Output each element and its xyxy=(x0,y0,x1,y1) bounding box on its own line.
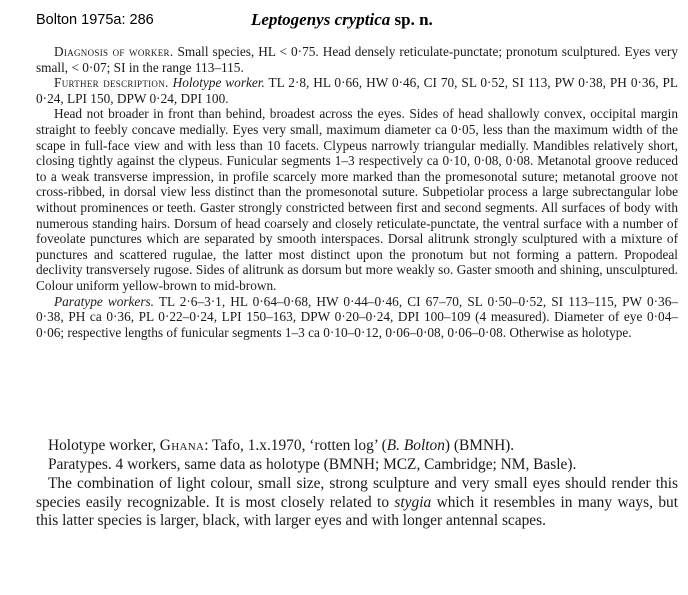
diagnosis-heading: Diagnosis of worker. xyxy=(54,44,174,59)
holotype-label: Holotype worker. xyxy=(172,75,265,91)
holotype-locality: : Tafo, 1.x.1970, ‘rotten log’ ( xyxy=(204,437,387,454)
holotype-depository: ) (BMNH). xyxy=(444,437,515,454)
remarks-text-2: which it resembles in many ways, but this latter species is larger, black, with larger eyes and with longer antennal scapes. xyxy=(36,493,678,529)
header xyxy=(36,10,676,36)
holotype-measurements: TL 2·8, HL 0·66, HW 0·46, CI 70, SL 0·52, SI 113, PW 0·38, PH 0·36, PL 0·24, LPI 150, DPW 0·24, DPI 100. xyxy=(36,75,678,106)
related-species: stygia xyxy=(394,493,432,511)
remarks-text-1: The combination of light colour, small size, strong sculpture and very small eyes should render this species easily recognizable. It is most closely related to xyxy=(36,475,678,511)
description-section xyxy=(36,44,678,340)
paratype-label: Paratype workers. xyxy=(54,293,155,309)
paratype-workers-paragraph xyxy=(36,294,678,341)
morphology-paragraph: Head not broader in front than behind, broadest across the eyes. Sides of head shallowly convex, occipital margin straight to feebly concave medially. Eyes very small, maximum diameter ca 0·05, less than the maximum width of the scape in full-face view and with less than 10 facets. Clypeus narrowly triangular medially. Mandibles relatively short, closing tightly against the clypeus. Funicular segments 1–3 respectively ca 0·10, 0·08, 0·08. Metanotal groove reduced to a weak transverse impression, in profile scarcely more marked than the promesonotal suture; metanotal groove not cross-ribbed, in dorsal view less distinct than the promesonotal suture. Subpetiolar process a large subrectangular lobe without prominences or teeth. Gaster strongly constricted between first and second segments. All surfaces of body with numerous standing hairs. Dorsum of head coarsely and closely reticulate-punctate, the ventral surface with a number of foveolate punctures which are separated by smooth interspaces. Dorsal alitrunk strongly sculptured with a mixture of punctures and scattered rugulae, the latter most distinct upon the pronotum but not forming a pattern. Propodeal declivity transversely rugose. Sides of alitrunk as dorsum but more weakly so. Gaster smooth and shining, unsculptured. Colour uniform yellow-brown to mid-brown. xyxy=(36,106,678,293)
citation: Bolton 1975a: 286 xyxy=(36,12,154,28)
holotype-country: Ghana xyxy=(159,437,205,454)
holotype-record-prefix: Holotype worker, xyxy=(48,437,160,454)
species-status: sp. n. xyxy=(390,10,433,29)
diagnosis-text: Small species, HL < 0·75. Head densely reticulate-punctate; pronotum sculptured. Eyes very small, < 0·07; SI in the range 113–115. xyxy=(36,44,678,75)
remarks-paragraph xyxy=(36,475,678,531)
material-section xyxy=(36,437,678,531)
paratypes-record: Paratypes. 4 workers, same data as holotype (BMNH; MCZ, Cambridge; NM, Basle). xyxy=(48,455,577,473)
holotype-collector: B. Bolton xyxy=(386,437,445,454)
further-description-heading: Further description. xyxy=(54,75,169,91)
holotype-record xyxy=(36,437,678,456)
paratype-measurements: TL 2·6–3·1, HL 0·64–0·68, HW 0·44–0·46, CI 67–70, SL 0·50–0·52, SI 113–115, PW 0·36–0·38, PH ca 0·36, PL 0·22–0·24, LPI 150–163, DPW 0·20–0·24, DPI 100–109 (4 measured). Diameter of eye 0·04–0·06; respective lengths of funicular segments 1–3 ca 0·10–0·12, 0·06–0·08, 0·06–0·08. Otherwise as holotype. xyxy=(36,293,678,340)
species-title xyxy=(251,10,433,30)
further-description-paragraph xyxy=(36,75,678,106)
diagnosis-paragraph xyxy=(36,44,678,75)
species-name: Leptogenys cryptica xyxy=(251,10,391,29)
